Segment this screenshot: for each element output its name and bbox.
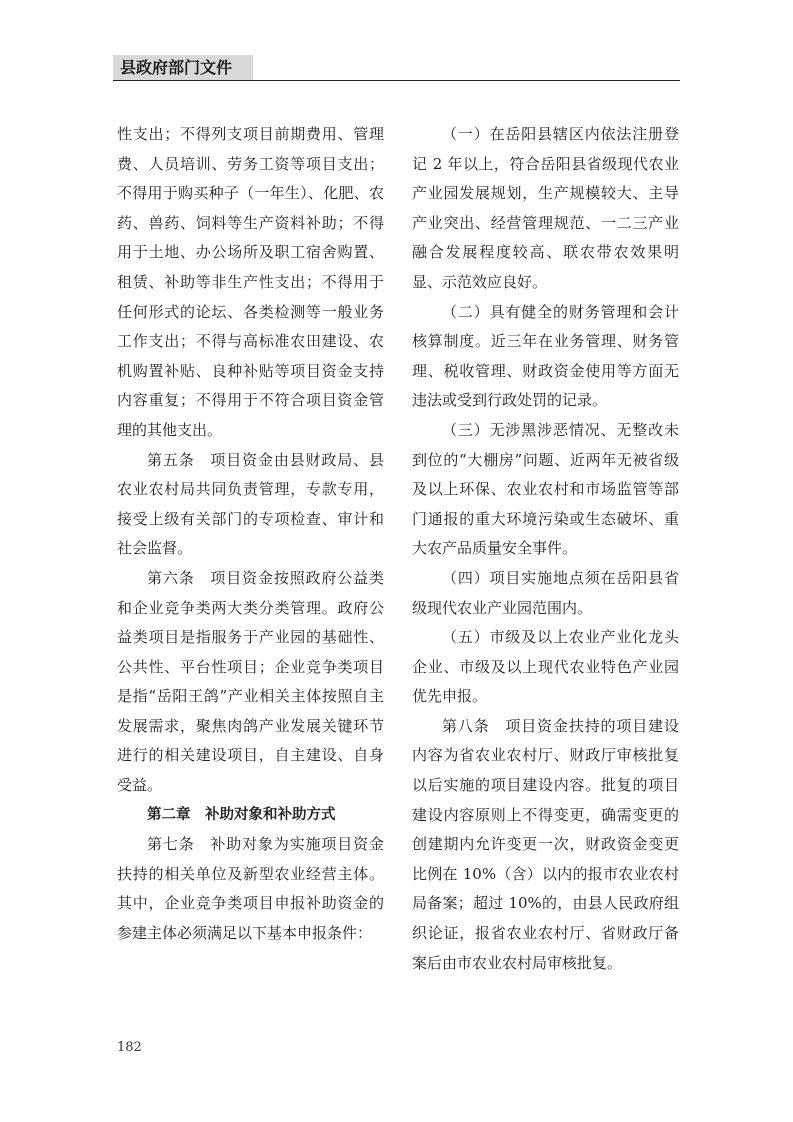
condition-2-paragraph: （二）具有健全的财务管理和会计核算制度。近三年在业务管理、财务管理、税收管理、财政资金使用等方面无违法或受到行政处罚的记录。	[412, 302, 679, 410]
right-column	[412, 120, 679, 978]
running-header-title: 县政府部门文件	[120, 58, 233, 77]
chapter-2-heading: 第二章 补助对象和补助方式	[147, 806, 336, 823]
condition-5-paragraph: （五）市级及以上农业产业化龙头企业、市级及以上现代农业特色产业园优先申报。	[412, 628, 679, 706]
article-6-paragraph: 第六条 项目资金按照政府公益类和企业竞争类两大类分类管理。政府公益类项目是指服务于产业园的基础性、公共性、平台性项目；企业竞争类项目是指“岳阳王鸽”产业相关主体按照自主发展需求，聚焦肉鸽产业发展关键环节进行的相关建设项目，自主建设、自身受益。	[117, 568, 384, 795]
article-8-paragraph: 第八条 项目资金扶持的项目建设内容为省农业农村厅、财政厅审核批复以后实施的项目建设内容。批复的项目建设内容原则上不得变更，确需变更的创建期内允许变更一次，财政资金变更比例在 10%（含）以内的报市农业农村局备案；超过 10%的，由县人民政府组织论证，报省农业农村厅、省财政厅备案后由市农业农村局审核批复。	[412, 716, 679, 972]
page-number: 182	[117, 1040, 142, 1055]
condition-4-paragraph: （四）项目实施地点须在岳阳县省级现代农业产业园范围内。	[412, 568, 679, 617]
paragraph-continuation: 性支出；不得列支项目前期费用、管理费、人员培训、劳务工资等项目支出；不得用于购买种子（一年生）、化肥、农药、兽药、饲料等生产资料补助；不得用于土地、办公场所及职工宿舍购置、租赁、补助等非生产性支出；不得用于任何形式的论坛、各类检测等一般业务工作支出；不得与高标准农田建设、农机购置补贴、良种补贴等项目资金支持内容重复；不得用于不符合项目资金管理的其他支出。	[117, 125, 384, 439]
condition-3-paragraph: （三）无涉黑涉恶情况、无整改未到位的“大棚房”问题、近两年无被省级及以上环保、农业农村和市场监管等部门通报的重大环境污染或生态破坏、重大农产品质量安全事件。	[412, 420, 679, 558]
left-column	[117, 120, 384, 949]
article-5-paragraph: 第五条 项目资金由县财政局、县农业农村局共同负责管理，专款专用，接受上级有关部门的专项检查、审计和社会监督。	[117, 450, 384, 558]
header-rule	[113, 80, 680, 81]
condition-1-paragraph: （一）在岳阳县辖区内依法注册登记 2 年以上，符合岳阳县省级现代农业产业园发展规划，生产规模较大、主导产业突出、经营管理规范、一二三产业融合发展程度较高、联农带农效果明显、示范效应良好。	[412, 125, 679, 291]
article-7-paragraph: 第七条 补助对象为实施项目资金扶持的相关单位及新型农业经营主体。其中，企业竞争类项目申报补助资金的参建主体必须满足以下基本申报条件：	[117, 835, 384, 943]
